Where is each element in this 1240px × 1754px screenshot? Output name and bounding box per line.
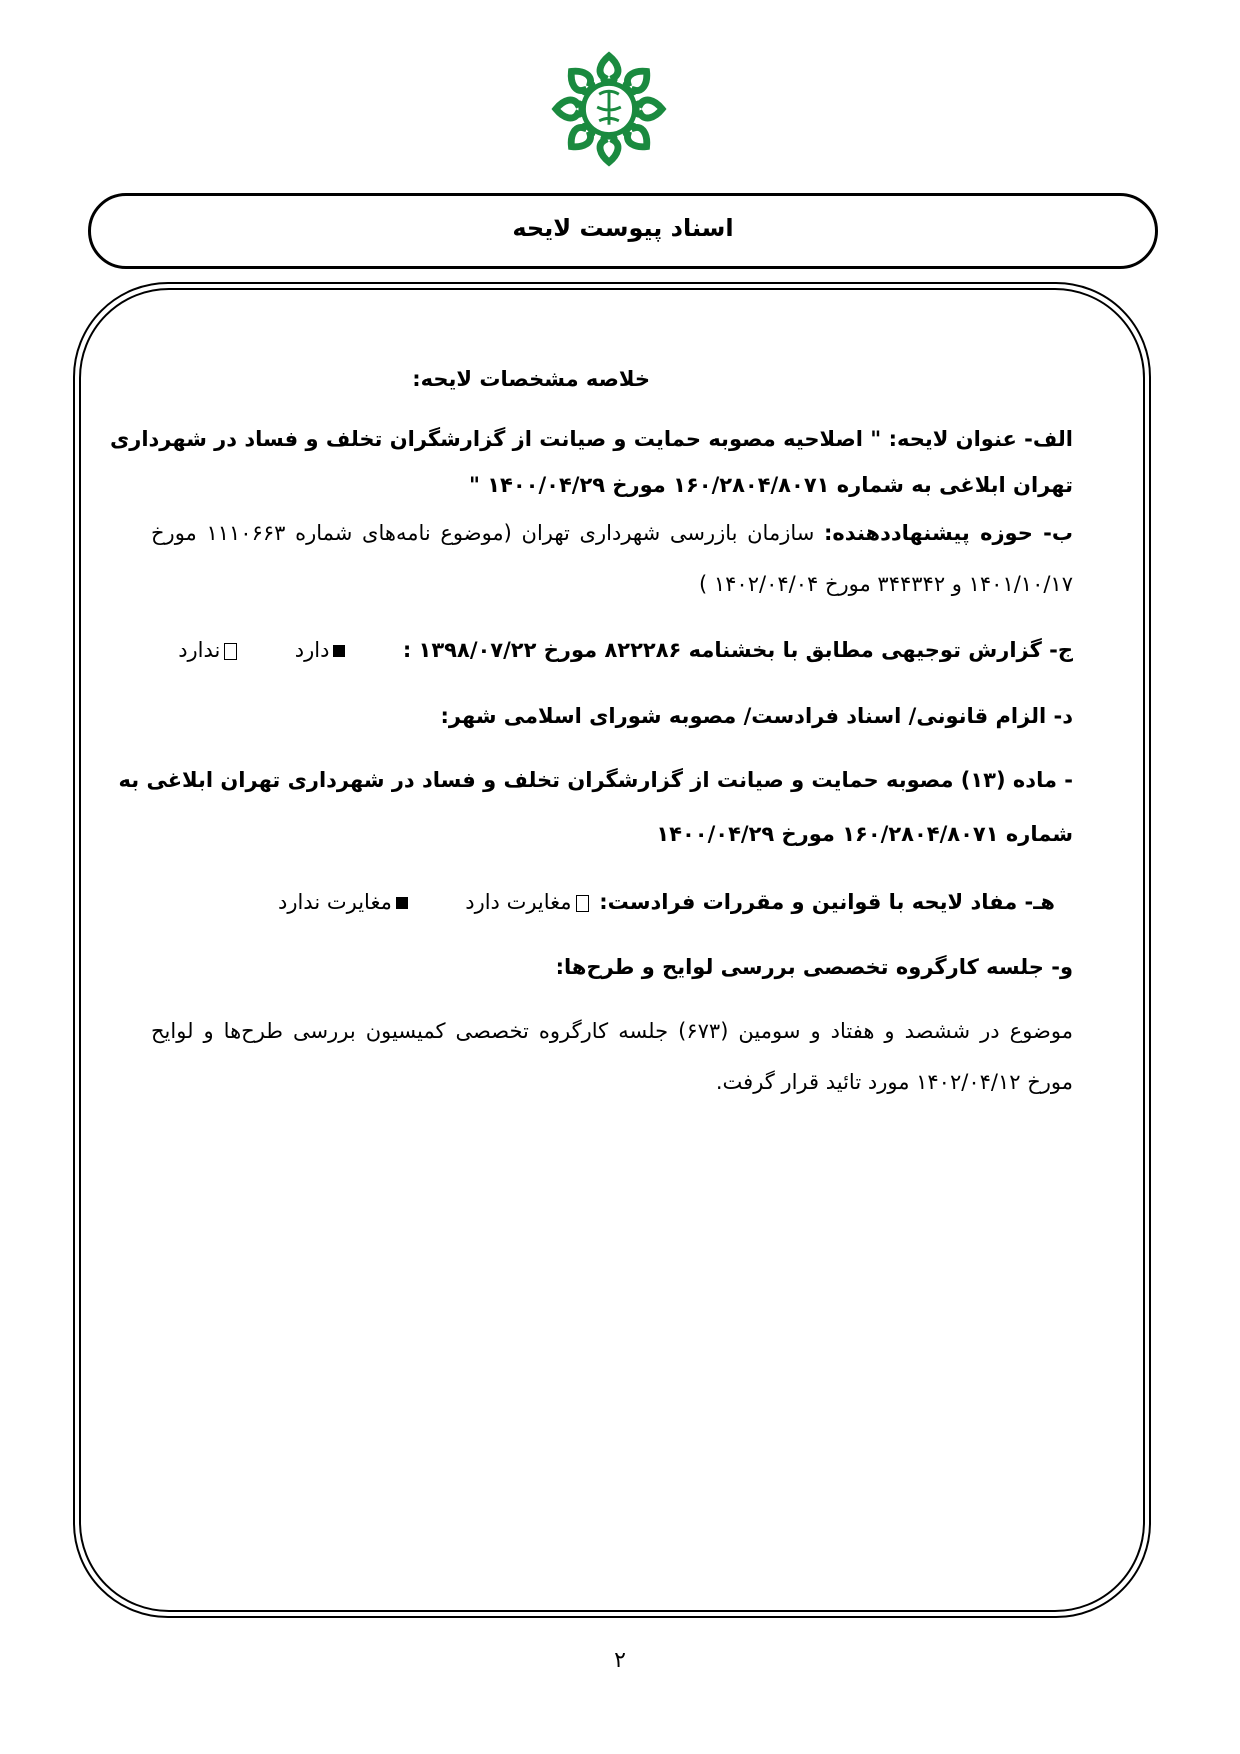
checkbox-has-checked[interactable] (333, 645, 345, 657)
justification-report-label: ج- گزارش توجیهی مطابق با بخشنامه ۸۲۲۲۸۶ مورخ ۱۳۹۸/۰۷/۲۲ : (402, 638, 1073, 662)
option-conflicts-label: مغایرت دارد (465, 890, 572, 914)
title-box (88, 193, 1158, 269)
checkbox-no-conflict-checked[interactable] (396, 897, 408, 909)
bill-title-line-2: تهران ابلاغی به شماره ۱۶۰/۲۸۰۴/۸۰۷۱ مورخ ۱۴۰۰/۰۴/۲۹ " (468, 473, 1073, 497)
working-group-line-2: مورخ ۱۴۰۲/۰۴/۱۲ مورد تائید قرار گرفت. (715, 1070, 1073, 1094)
working-group-line-1: موضوع در ششصد و هفتاد و سومین (۶۷۳) جلسه کارگروه تخصصی کمیسیون بررسی طرح‌ها و لوایح (151, 1019, 1073, 1043)
working-group-heading: و- جلسه کارگروه تخصصی بررسی لوایح و طرح‌ها: (555, 955, 1073, 979)
legal-requirement-line-2: شماره ۱۶۰/۲۸۰۴/۸۰۷۱ مورخ ۱۴۰۰/۰۴/۲۹ (656, 822, 1073, 846)
option-has-not-label: ندارد (178, 638, 221, 662)
proposer-label: ب- حوزه پیشنهاددهنده: (824, 521, 1073, 545)
option-has-label: دارد (294, 638, 330, 662)
proposer-line-1 (151, 518, 1073, 548)
checkbox-has-not-unchecked[interactable] (224, 643, 237, 660)
conformity-label: هـ- مفاد لایحه با قوانین و مقررات فرادست: (599, 890, 1055, 914)
proposer-text: سازمان بازرسی شهرداری تهران (موضوع نامه‌های شماره ۱۱۱۰۶۶۳ مورخ (151, 521, 815, 545)
bill-title-label: الف- عنوان لایحه: (888, 427, 1073, 451)
summary-heading: خلاصه مشخصات لایحه: (412, 367, 650, 391)
conformity-row (133, 887, 1055, 917)
bill-title-line-1 (109, 424, 1073, 454)
tehran-city-council-logo (550, 50, 668, 168)
legal-requirement-line-1: - ماده (۱۳) مصوبه حمایت و صیانت از گزارشگران تخلف و فساد در شهرداری تهران ابلاغی به (118, 768, 1073, 792)
legal-requirement-heading: د- الزام قانونی/ اسناد فرادست/ مصوبه شورای اسلامی شهر: (440, 704, 1073, 728)
justification-report-row (151, 635, 1073, 665)
checkbox-conflicts-unchecked[interactable] (576, 895, 589, 912)
proposer-line-2: ۱۴۰۱/۱۰/۱۷ و ۳۴۴۳۴۲ مورخ ۱۴۰۲/۰۴/۰۴ ) (699, 572, 1073, 596)
bill-title-text: " اصلاحیه مصوبه حمایت و صیانت از گزارشگران تخلف و فساد در شهرداری (109, 427, 882, 451)
option-no-conflict-label: مغایرت ندارد (277, 890, 392, 914)
page-number: ۲ (614, 1648, 626, 1673)
document-title: اسناد پیوست لایحه (512, 214, 734, 242)
